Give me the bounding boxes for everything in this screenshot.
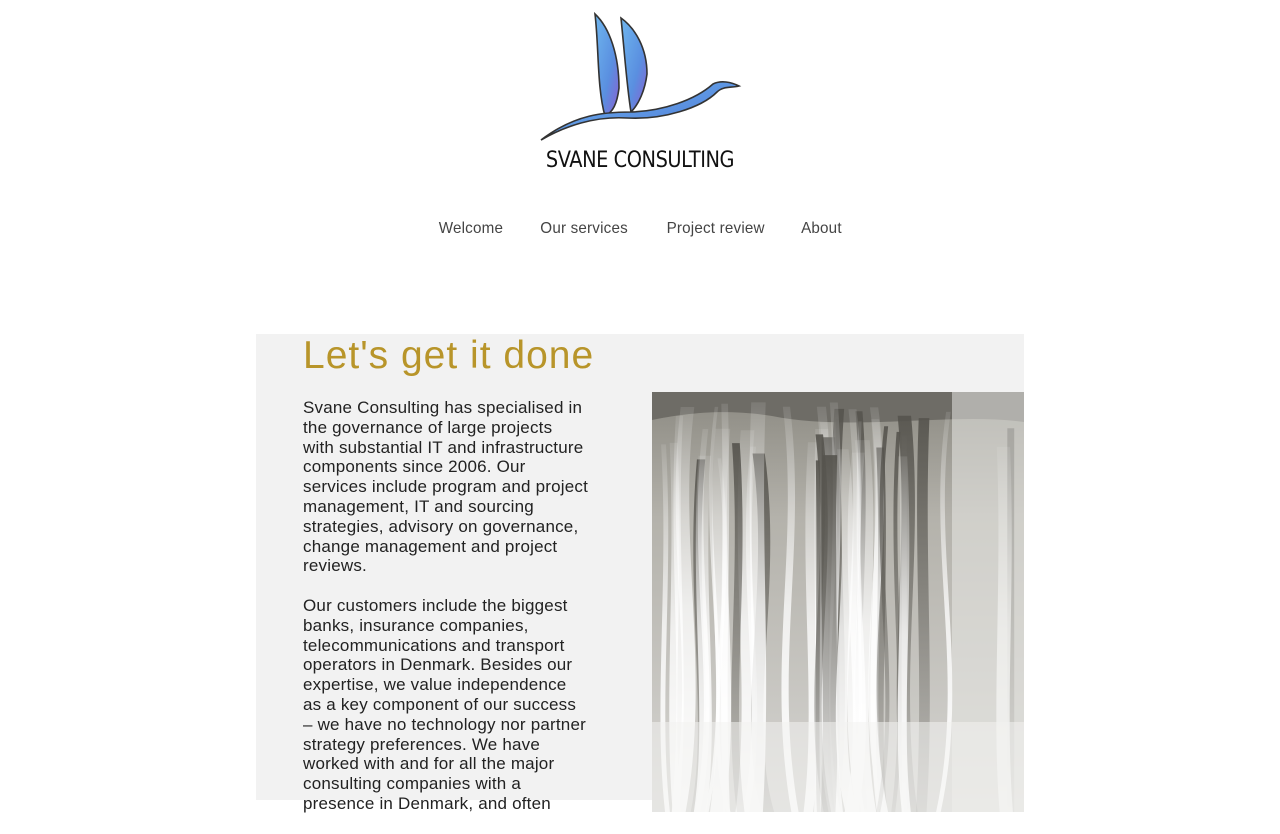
site-header bbox=[0, 0, 1280, 334]
nav-item-welcome[interactable]: Welcome bbox=[439, 220, 504, 237]
nav-item-about[interactable]: About bbox=[800, 220, 842, 237]
brand-name: SVANE CONSULTING bbox=[545, 148, 735, 173]
nav-item-our-services[interactable]: Our services bbox=[540, 220, 629, 237]
hero-panel bbox=[256, 334, 1024, 813]
hero-body bbox=[303, 398, 588, 834]
waterfall-photo bbox=[652, 392, 1024, 812]
hero-title: Let's get it done bbox=[303, 334, 595, 377]
main-nav bbox=[0, 218, 1280, 238]
customers-paragraph: Our customers include the biggest banks, insurance companies, telecommunications and transport operators in Denmark. Besides our expertise, we value independence as a key component of our success – we have no technology nor partner strategy preferences. We have worked with and for all the major consulting companies with a presence in Denmark, and often bbox=[303, 595, 586, 813]
nav-item-project-review[interactable]: Project review bbox=[666, 220, 765, 237]
swan-logo-icon[interactable] bbox=[535, 8, 745, 144]
intro-paragraph: Svane Consulting has specialised in the governance of large projects with substantial IT and infrastructure components since 2006. Our services include program and project management, IT and sourcing strategies, advisory on governance, change management and project reviews. bbox=[303, 398, 589, 576]
